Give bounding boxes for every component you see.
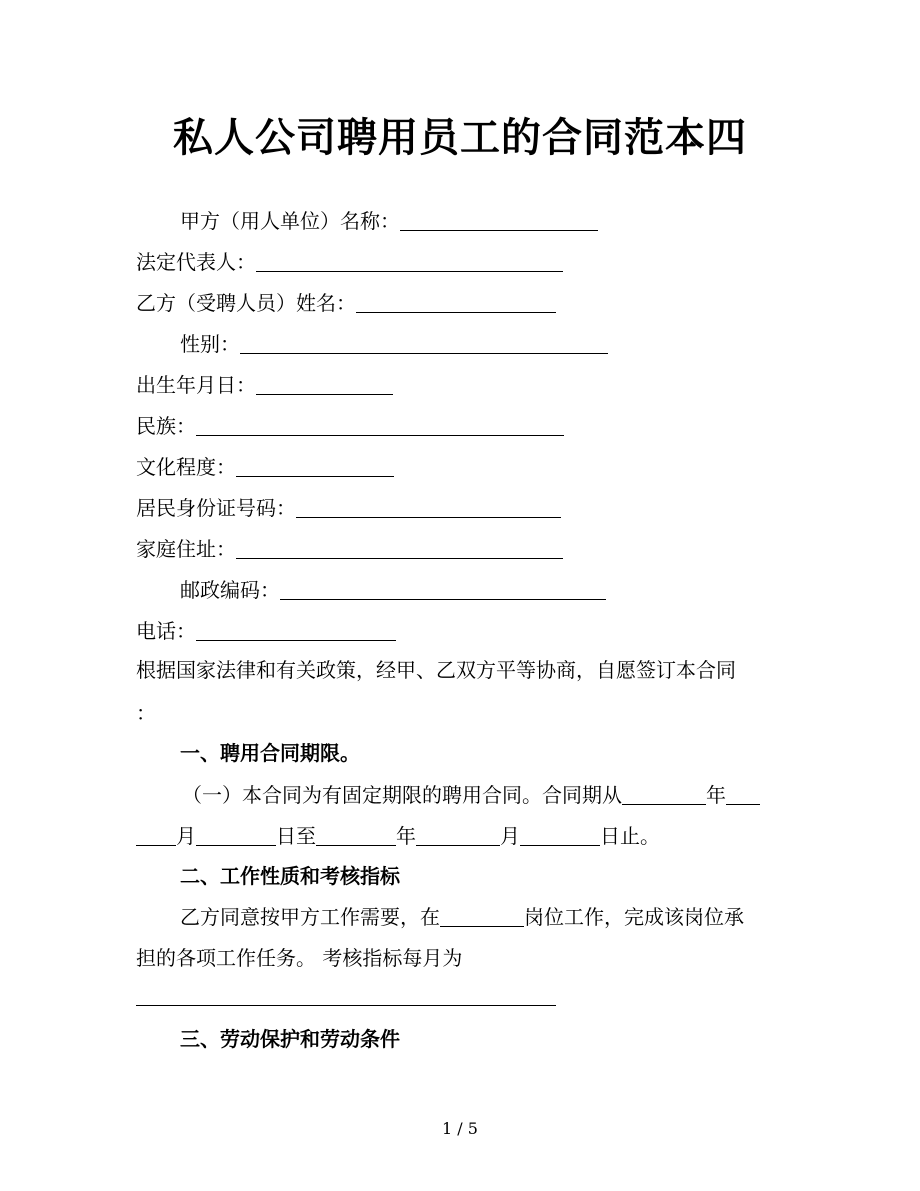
year-text: 年 <box>706 783 726 807</box>
birthdate-label: 出生年月日： <box>136 373 256 397</box>
ethnicity-field <box>136 412 564 440</box>
position-text: 岗位工作，完成该岗位承 <box>524 905 744 929</box>
legal-rep-field <box>136 248 563 276</box>
id-number-label: 居民身份证号码： <box>136 496 296 520</box>
section-2-heading: 二、工作性质和考核指标 <box>180 864 400 888</box>
intro-line-1: 根据国家法律和有关政策，经甲、乙双方平等协商，自愿签订本合同 <box>136 658 736 682</box>
end-text: 日止。 <box>600 824 660 848</box>
document-title: 私人公司聘用员工的合同范本四 <box>173 114 747 161</box>
section-1-paragraph-line-1 <box>182 781 760 809</box>
party-a-label: 甲方（用人单位）名称： <box>180 209 400 233</box>
end-year-text: 年 <box>396 824 416 848</box>
section-1-paragraph-line-2 <box>136 822 660 850</box>
position-blank[interactable] <box>440 906 524 927</box>
party-b-label: 乙方（受聘人员）姓名： <box>136 291 356 315</box>
end-year-blank[interactable] <box>316 825 396 846</box>
phone-field <box>136 617 396 645</box>
birthdate-blank[interactable] <box>256 374 393 395</box>
month-text: 月 <box>176 824 196 848</box>
start-year-blank[interactable] <box>622 784 706 805</box>
page-number: 1 / 5 <box>442 1119 478 1138</box>
start-month-blank-a[interactable] <box>726 784 760 805</box>
gender-field <box>180 330 608 358</box>
assessment-blank-line[interactable] <box>136 1005 556 1006</box>
address-field <box>136 535 563 563</box>
end-month-blank[interactable] <box>416 825 500 846</box>
intro-line-2: ： <box>136 701 156 725</box>
term-text: （一）本合同为有固定期限的聘用合同。合同期从 <box>182 783 622 807</box>
legal-rep-label: 法定代表人： <box>136 250 256 274</box>
agreement-text: 乙方同意按甲方工作需要，在 <box>180 905 440 929</box>
address-label: 家庭住址： <box>136 537 236 561</box>
party-a-blank[interactable] <box>400 210 598 231</box>
start-month-blank-b[interactable] <box>136 825 176 846</box>
phone-blank[interactable] <box>196 620 396 641</box>
ethnicity-label: 民族： <box>136 414 196 438</box>
party-b-field <box>136 289 556 317</box>
ethnicity-blank[interactable] <box>196 415 564 436</box>
party-b-blank[interactable] <box>356 292 556 313</box>
section-2-paragraph-line-2: 担的各项工作任务。 考核指标每月为 <box>136 946 463 970</box>
id-number-field <box>136 494 561 522</box>
gender-blank[interactable] <box>240 333 608 354</box>
phone-label: 电话： <box>136 619 196 643</box>
section-1-heading: 一、聘用合同期限。 <box>180 741 360 765</box>
postal-code-label: 邮政编码： <box>180 578 280 602</box>
birthdate-field <box>136 371 393 399</box>
section-2-paragraph-line-1 <box>180 903 744 931</box>
gender-label: 性别： <box>180 332 240 356</box>
section-3-heading: 三、劳动保护和劳动条件 <box>180 1027 400 1051</box>
address-blank[interactable] <box>236 538 563 559</box>
education-blank[interactable] <box>236 456 394 477</box>
start-day-blank[interactable] <box>196 825 276 846</box>
end-day-blank[interactable] <box>520 825 600 846</box>
education-field <box>136 453 394 481</box>
id-number-blank[interactable] <box>296 497 561 518</box>
education-label: 文化程度： <box>136 455 236 479</box>
legal-rep-blank[interactable] <box>256 251 563 272</box>
postal-code-blank[interactable] <box>280 579 606 600</box>
end-month-text: 月 <box>500 824 520 848</box>
day-to-text: 日至 <box>276 824 316 848</box>
postal-code-field <box>180 576 606 604</box>
party-a-field <box>180 207 598 235</box>
